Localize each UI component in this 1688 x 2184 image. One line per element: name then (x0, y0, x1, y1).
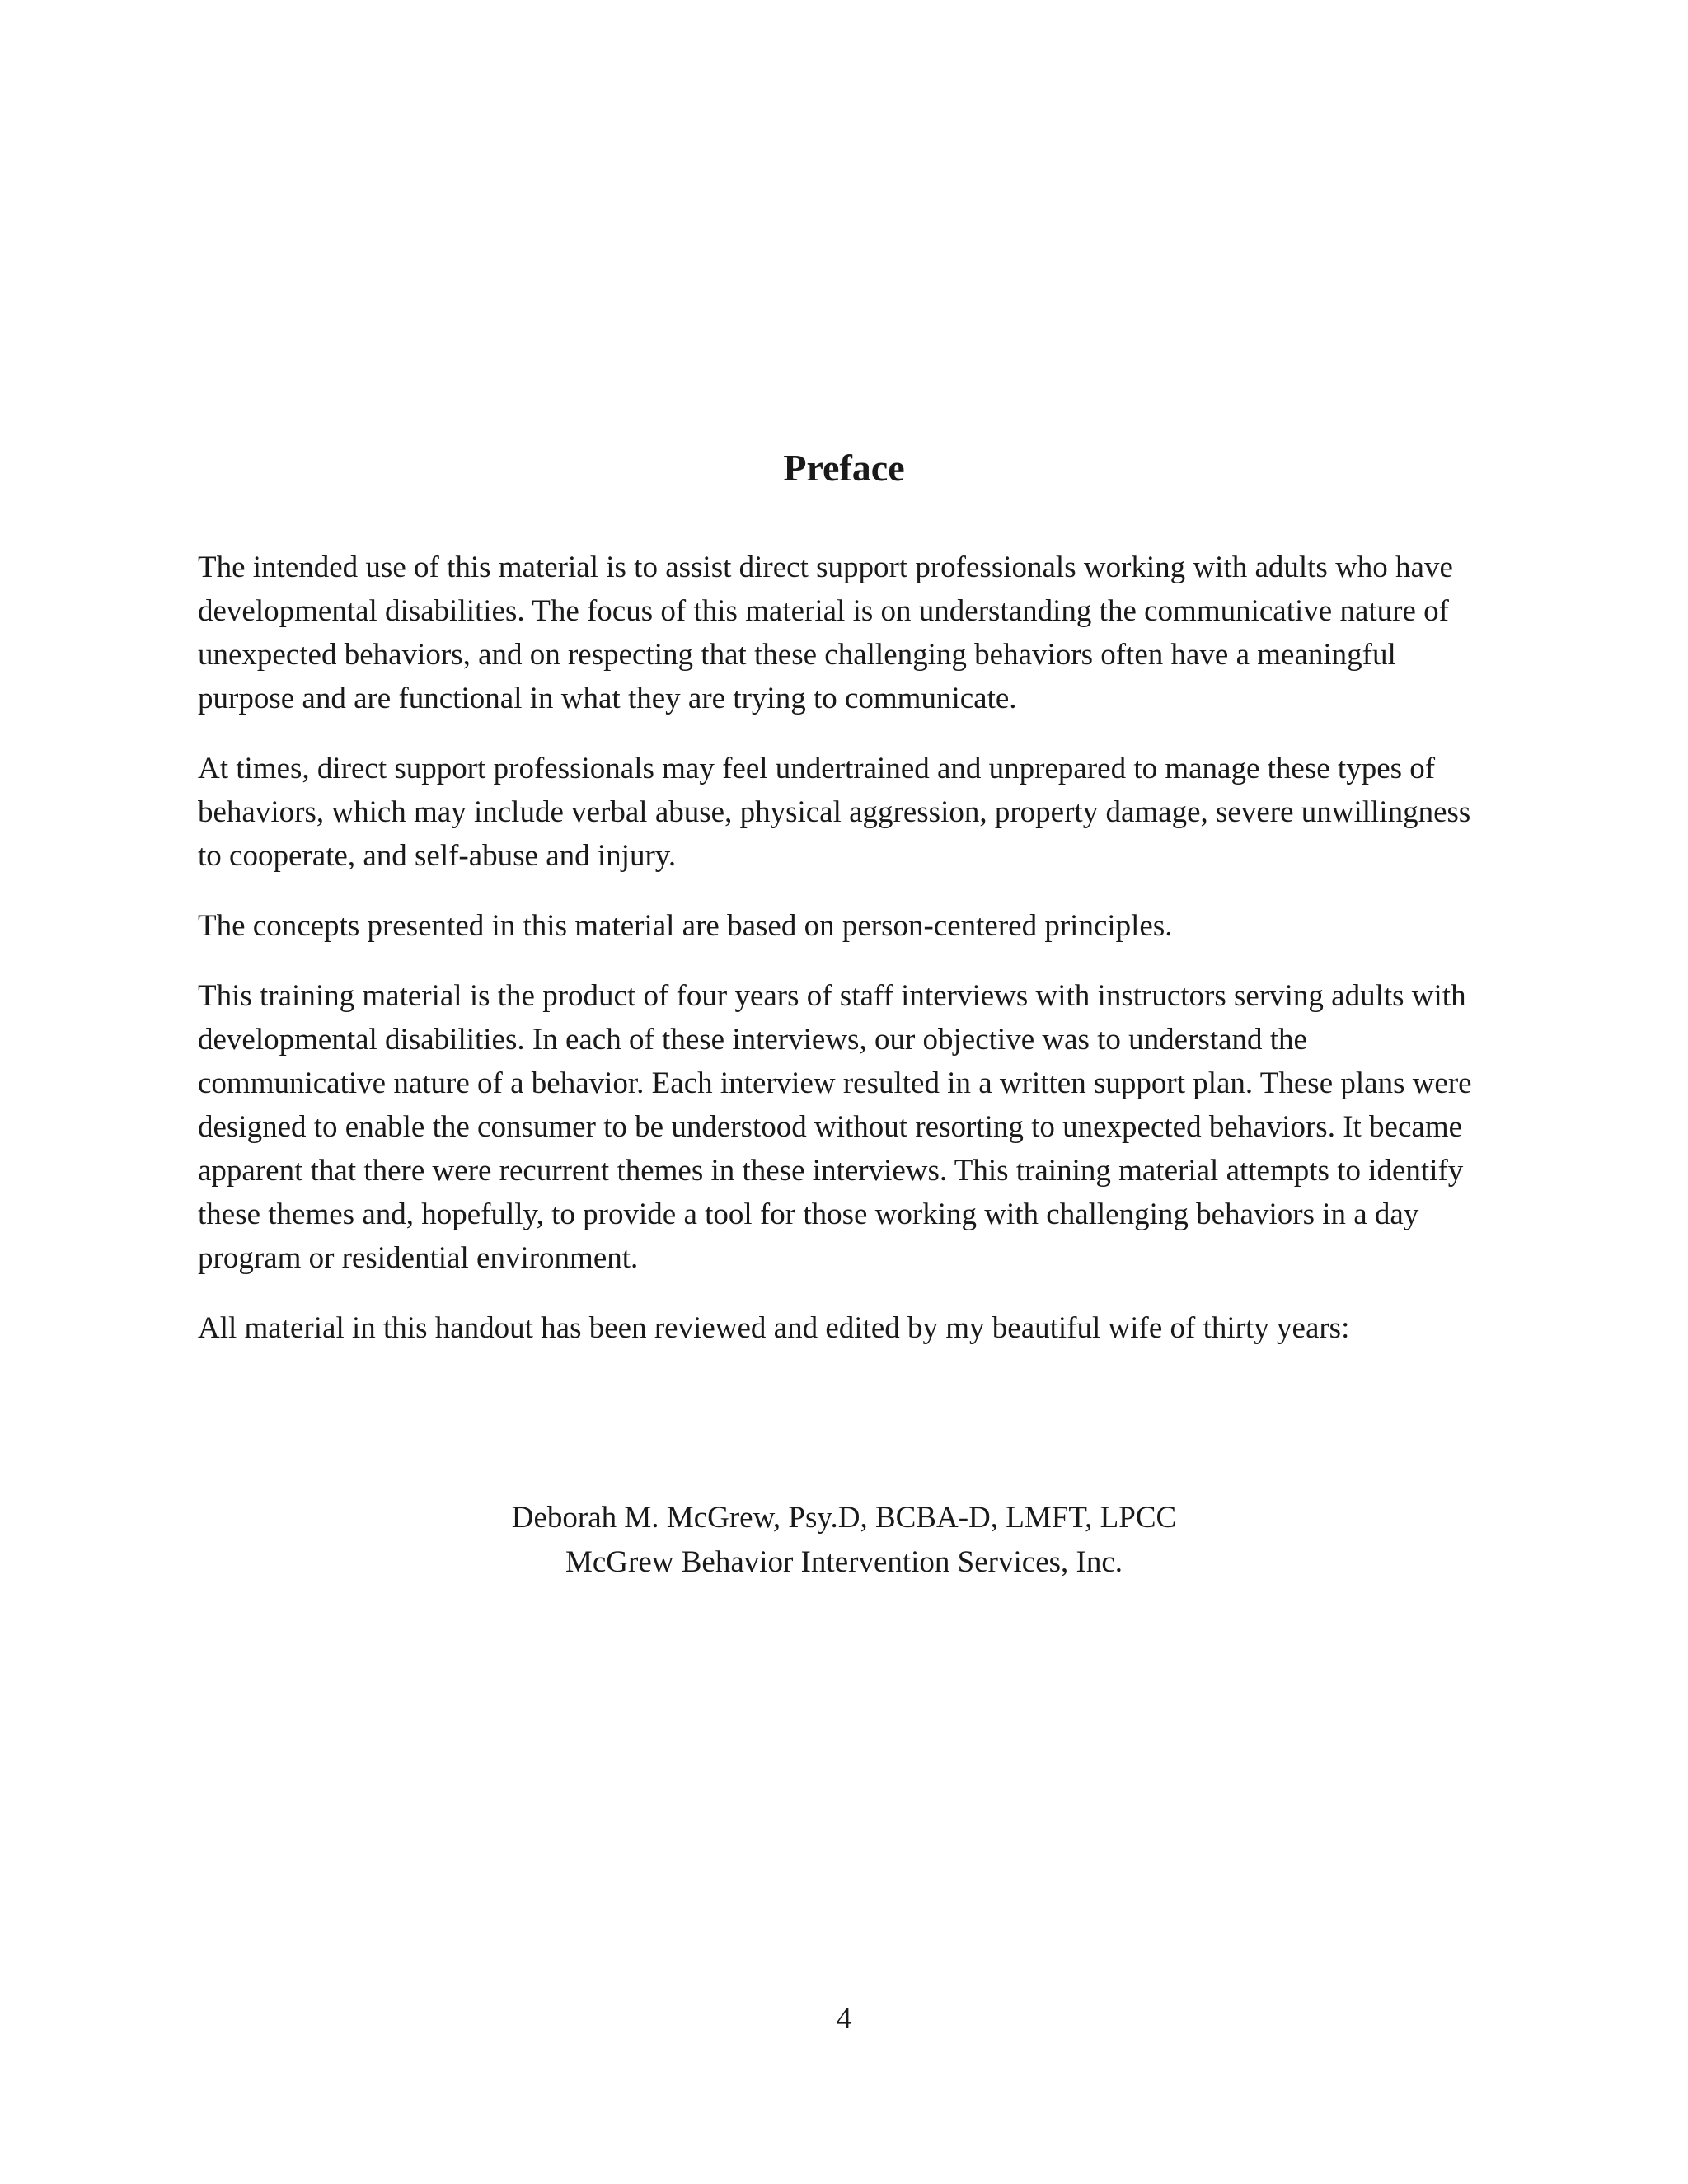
body-text (198, 546, 1500, 1376)
paragraph-intended-use: The intended use of this material is to assist direct support professionals working with adults who have developmental disabilities. The focus of this material is on understanding the communicative nature of unexpected behaviors, and on respecting that these challenging behaviors often have a meaningful purpose and are functional in what they are trying to communicate. (198, 551, 1453, 715)
signature-block (0, 1496, 1688, 1585)
page-title: Preface (783, 447, 905, 489)
page-number: 4 (836, 2002, 852, 2036)
paragraph-reviewed: All material in this handout has been reviewed and edited by my beautiful wife of thirty years: (198, 1311, 1350, 1345)
signature-organization: McGrew Behavior Intervention Services, Inc. (565, 1545, 1123, 1579)
paragraph-concepts: The concepts presented in this material are based on person-centered principles. (198, 909, 1173, 943)
paragraph-training-material: This training material is the product of four years of staff interviews with instructors serving adults with developmental disabilities. In each of these interviews, our objective was to understand the communicative nature of a behavior. Each interview resulted in a written support plan. These plans were designed to enable the consumer to be understood without resorting to unexpected behaviors. It became apparent that there were recurrent themes in these interviews. This training material attempts to identify these themes and, hopefully, to provide a tool for those working with challenging behaviors in a day program or residential environment. (198, 979, 1472, 1275)
paragraph-at-times: At times, direct support professionals may feel undertrained and unprepared to manage these types of behaviors, which may include verbal abuse, physical aggression, property damage, severe unwillingness to cooperate, and self-abuse and injury. (198, 752, 1471, 873)
signature-name: Deborah M. McGrew, Psy.D, BCBA-D, LMFT, LPCC (511, 1501, 1177, 1535)
